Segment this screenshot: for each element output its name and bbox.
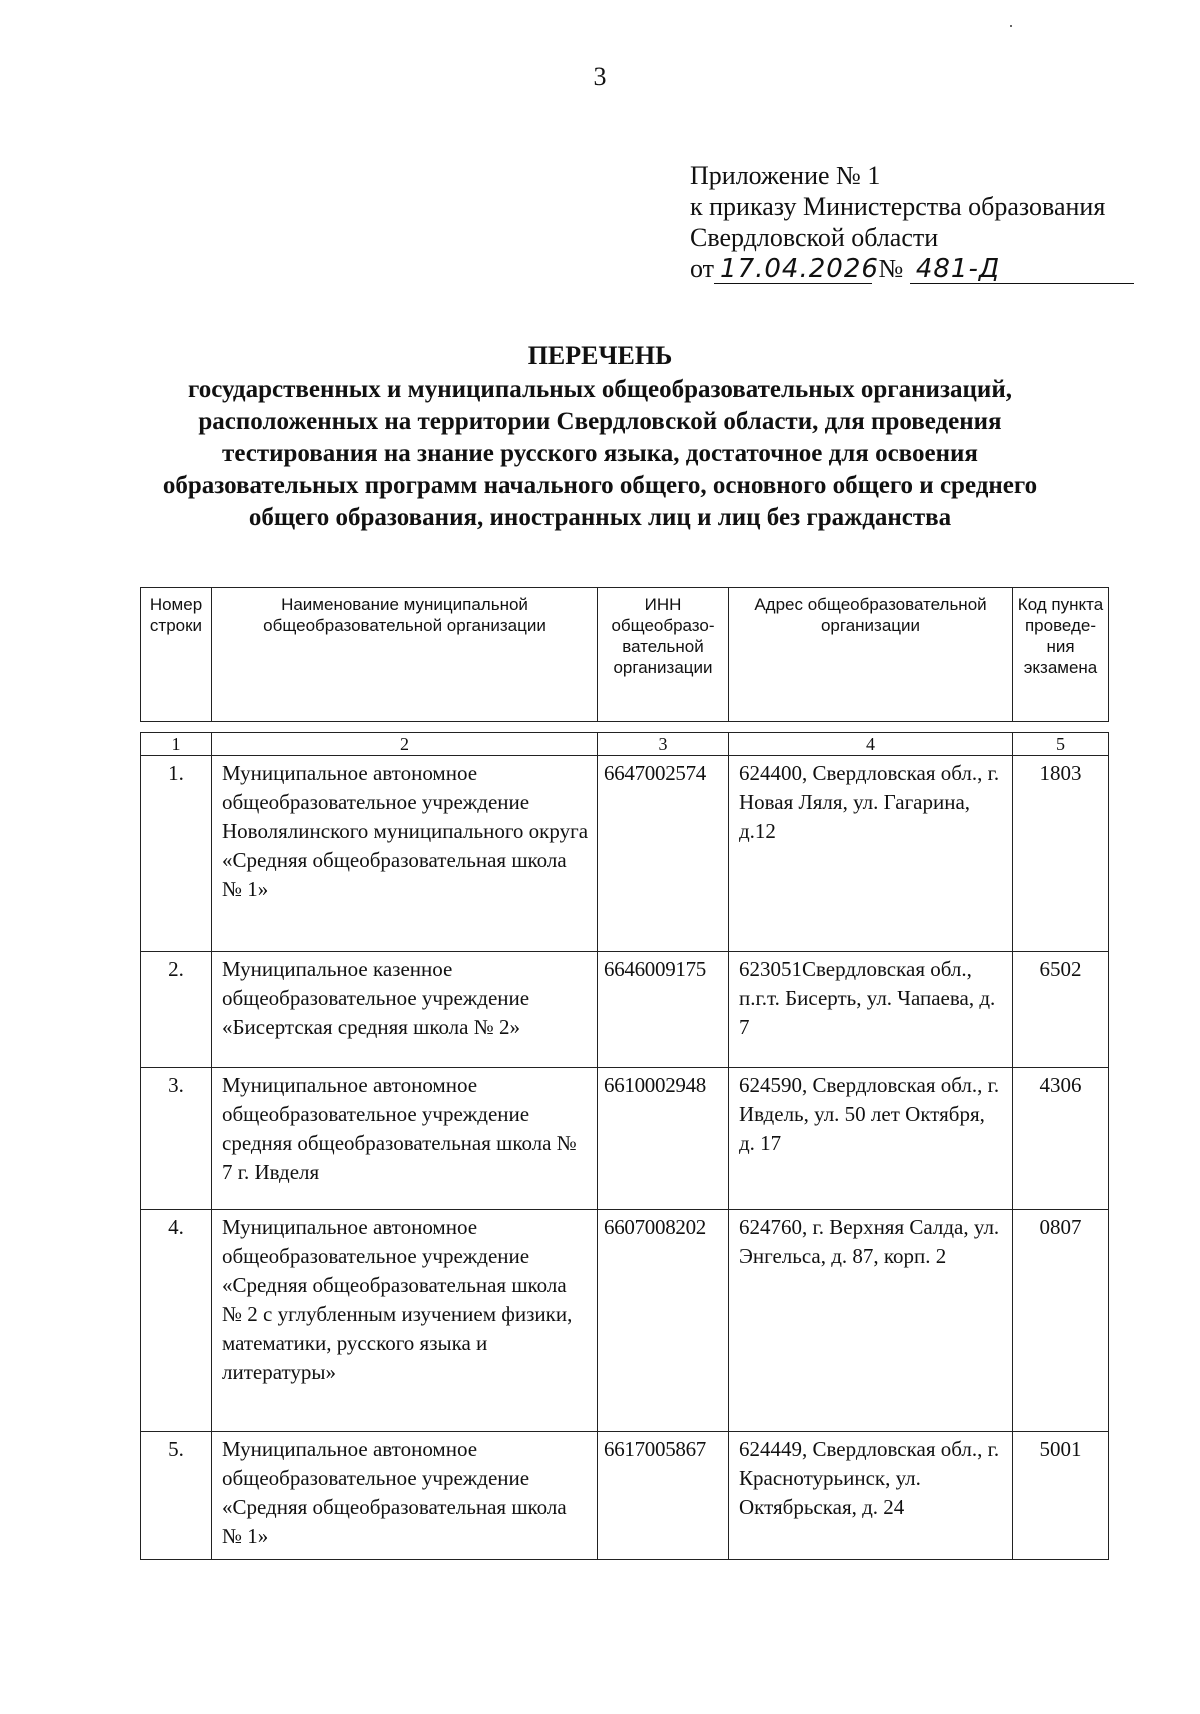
exam-point-code: 6502 [1013,952,1109,1068]
appendix-block [690,160,1134,284]
appendix-line-3: Свердловской области [690,223,939,252]
column-number: 1 [141,733,212,756]
table-row [141,1068,1109,1210]
title-line-4: образовательных программ начального общего, основного общего и среднего [162,472,1038,499]
handwritten-order-number: 481-Д [910,255,1134,284]
document-title [120,340,1080,534]
table-header-row [141,588,1109,722]
title-line-5: общего образования, иностранных лиц и лиц без гражданства [248,504,952,531]
organization-inn: 6646009175 [598,952,729,1068]
title-line-2: расположенных на территории Свердловской области, для проведения [198,408,1002,435]
organizations-table [140,587,1109,1560]
title-heading: ПЕРЕЧЕНЬ [527,341,673,370]
header-num: Номер строки [141,588,212,722]
title-line-3: тестирования на знание русского языка, достаточное для освоения [222,440,978,467]
table-row [141,756,1109,952]
table-row [141,952,1109,1068]
table-row [141,1210,1109,1432]
page-number: 3 [593,62,607,91]
organization-name: Муниципальное автономное общеобразовательное учреждение Новолялинского муниципального округа «Средняя общеобразовательная школа № 1» [212,756,598,952]
row-number: 4. [141,1210,212,1432]
organization-name: Муниципальное автономное общеобразовательное учреждение средняя общеобразовательная школа № 7 г. Ивделя [212,1068,598,1210]
row-number: 2. [141,952,212,1068]
exam-point-code: 1803 [1013,756,1109,952]
organization-name: Муниципальное автономное общеобразовательное учреждение «Средняя общеобразовательная школа № 2 с углубленным изучением физики, математики, русского языка и литературы» [212,1210,598,1432]
header-code: Код пункта проведе-ния экзамена [1013,588,1109,722]
exam-point-code: 5001 [1013,1432,1109,1560]
scan-speck [1010,25,1012,27]
column-number-row [141,733,1109,756]
title-line-1: государственных и муниципальных общеобразовательных организаций, [188,376,1012,403]
row-number: 3. [141,1068,212,1210]
header-address: Адрес общеобразовательной организации [729,588,1013,722]
organization-address: 624400, Свердловская обл., г. Новая Ляля, ул. Гагарина, д.12 [729,756,1013,952]
appendix-line-1: Приложение № 1 [690,161,881,190]
organization-inn: 6647002574 [598,756,729,952]
exam-point-code: 4306 [1013,1068,1109,1210]
organization-name: Муниципальное автономное общеобразовательное учреждение «Средняя общеобразовательная школа № 1» [212,1432,598,1560]
table-row [141,1432,1109,1560]
appendix-line-2: к приказу Министерства образования [690,192,1106,221]
organization-name: Муниципальное казенное общеобразовательное учреждение «Бисертская средняя школа № 2» [212,952,598,1068]
organization-inn: 6617005867 [598,1432,729,1560]
date-prefix: от [690,254,715,283]
organization-address: 624590, Свердловская обл., г. Ивдель, ул. 50 лет Октября, д. 17 [729,1068,1013,1210]
column-number: 3 [598,733,729,756]
organization-inn: 6610002948 [598,1068,729,1210]
handwritten-order-date: 17.04.2026 [714,255,872,284]
exam-point-code: 0807 [1013,1210,1109,1432]
row-number: 5. [141,1432,212,1560]
organization-address: 624449, Свердловская обл., г. Краснотурьинск, ул. Октябрьская, д. 24 [729,1432,1013,1560]
header-inn: ИНН общеобразо-вательной организации [598,588,729,722]
number-prefix: № [878,254,904,283]
column-number: 2 [212,733,598,756]
row-number: 1. [141,756,212,952]
organization-address: 623051Свердловская обл., п.г.т. Бисерть, ул. Чапаева, д. 7 [729,952,1013,1068]
table-spacer [141,722,1109,733]
column-number: 5 [1013,733,1109,756]
column-number: 4 [729,733,1013,756]
header-name: Наименование муниципальной общеобразовательной организации [212,588,598,722]
organization-inn: 6607008202 [598,1210,729,1432]
organization-address: 624760, г. Верхняя Салда, ул. Энгельса, д. 87, корп. 2 [729,1210,1013,1432]
order-date-number-line [690,253,1134,284]
